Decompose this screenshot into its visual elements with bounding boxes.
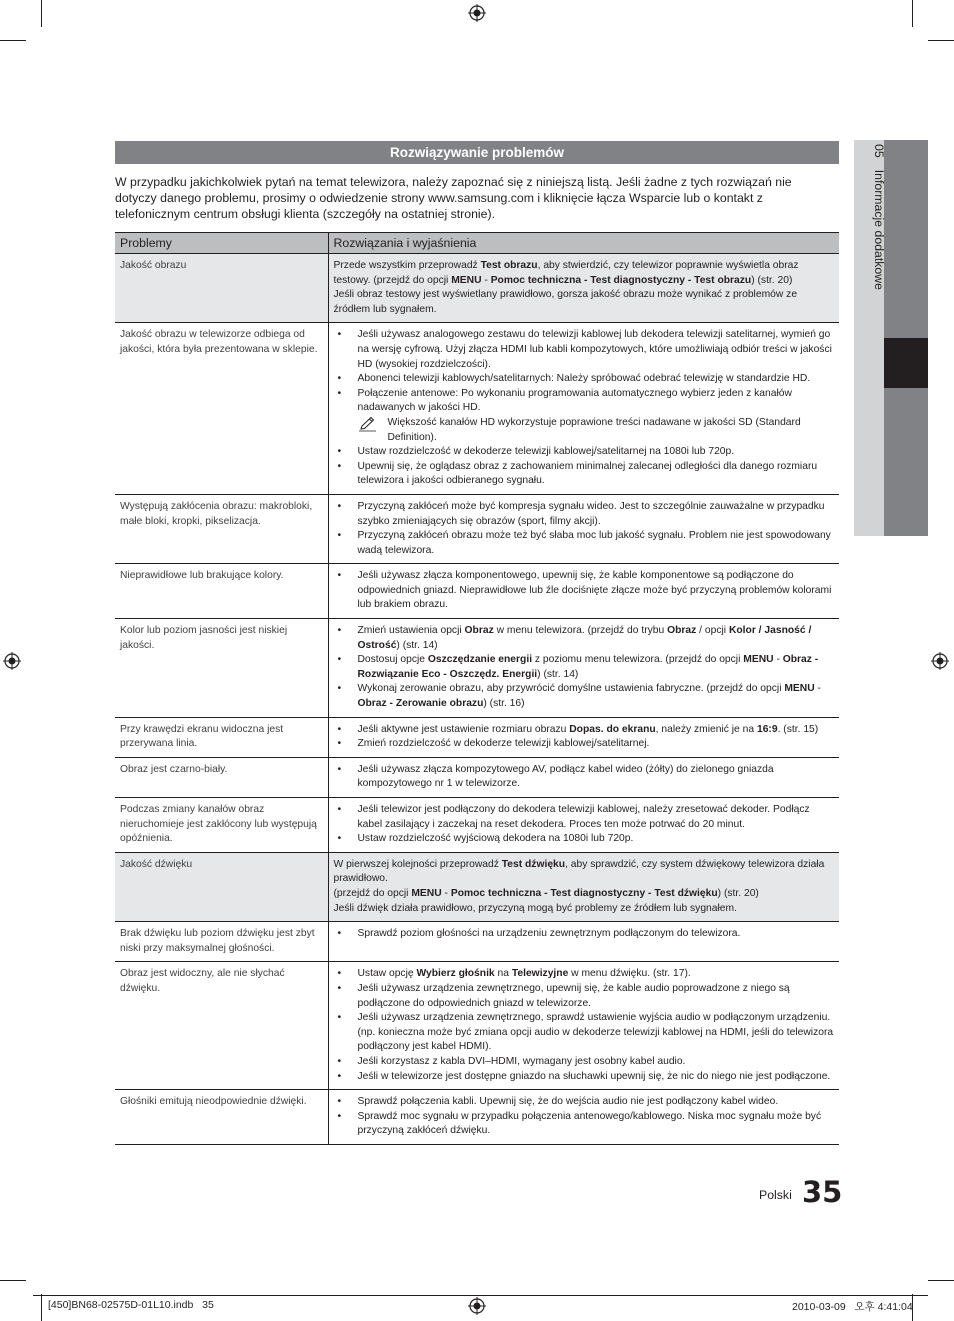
text-run-bold: Obraz - Zerowanie obrazu [357,698,484,710]
text-run-bold: Obraz [667,625,697,637]
text-run: Wykonaj zerowanie obrazu, aby przywrócić domyślne ustawienia fabryczne. (przejdź do opcji [357,683,785,695]
text-run-bold: Obraz - Rozwiązanie Eco - Oszczędz. Energii [357,654,819,680]
crop-mark [41,1294,42,1321]
text-run: - [773,654,783,666]
text-run-bold: Kolor / Jasność / Ostrość [357,625,812,651]
table-row [115,962,839,1090]
list-item: • Jeśli używasz analogowego zestawu do telewizji kablowej lub dekodera telewizji satelitarnej, wymień go na wersję cyfrową. Użyj złącza HDMI lub kabli kompozytowych, które umożliwiają odbiór treści w jakości HD (wysokiej rozdzielczości). [334,328,835,372]
text-run: Jeśli aktywne jest ustawienie rozmiaru obrazu [357,723,570,735]
text-run-bold: Pomoc techniczna - Test diagnostyczny - Test obrazu [490,274,752,286]
list-item: • Sprawdź moc sygnału w przypadku połączenia antenowego/kablowego. Niska moc sygnału może być przyczyną zakłóceń dźwięku. [334,1110,835,1139]
print-file-info: [450]BN68-02575D-01L10.indb 35 [48,1299,214,1311]
text-run-bold: MENU [743,654,774,666]
chapter-side-tab [854,140,928,536]
problem-cell: Obraz jest czarno-biały. [115,757,328,797]
text-run: w menu telewizora. (przejdź do trybu [493,625,668,637]
table-row [115,1090,839,1145]
list-item: • Abonenci telewizji kablowych/satelitarnych: Należy spróbować odebrać telewizję w standardzie HD. [334,372,835,387]
problem-cell: Nieprawidłowe lub brakujące kolory. [115,564,328,619]
table-row [115,922,839,962]
registration-mark-icon [468,1297,486,1315]
table-row [115,717,839,757]
text-run-bold: MENU [451,274,482,286]
text-run: na [494,968,512,980]
solution-list [334,624,835,712]
solution-text: Jeśli dźwięk działa prawidłowo, przyczyną mogą być problemy ze źródłem lub sygnałem. [333,902,737,914]
note [334,416,835,445]
solution-cell [328,717,839,757]
solution-cell [328,494,839,563]
registration-mark-icon [931,652,949,670]
list-item [334,967,835,982]
text-run: Zmień ustawienia opcji [357,625,465,637]
table-row [115,852,839,921]
page-language: Polski [759,1188,792,1202]
list-item: • Zmień rozdzielczość w dekoderze telewizji kablowej/satelitarnej. [334,737,835,752]
table-row [115,619,839,718]
chapter-title: Informacje dodatkowe [872,169,886,290]
text-run-bold: Wybierz głośnik [416,968,495,980]
solution-cell [328,619,839,718]
table-row [115,494,839,563]
text-run: ) (str. 14) [537,668,579,680]
problem-cell: Jakość obrazu w telewizorze odbiega od jakości, która była prezentowana w sklepie. [115,323,328,495]
troubleshooting-table [115,232,839,1145]
text-run: , należy zmienić je na [655,723,757,735]
text-run: ) (str. 20) [751,274,793,286]
solution-cell [328,798,839,853]
list-item: • Jeśli używasz urządzenia zewnętrznego, sprawdź ustawienie wyjścia audio w podłączonym urządzeniu. (np. konieczna może być zmiana opcji audio w dekoderze telewizji kablowej na HDMI, jeśli do telewizora podłączony jest kabel HDMI). [334,1011,835,1055]
intro-paragraph: W przypadku jakichkolwiek pytań na temat telewizora, należy zapoznać się z niniejszą listą. Jeśli żadne z tych rozwiązań nie dotyczy danego problemu, prosimy o odwiedzenie strony www.samsung.com i kliknięcie łącza Wsparcie lub o kontakt z telefonicznym centrum obsługi klienta (szczegóły na ostatniej stronie). [115,175,792,221]
text-run-bold: Pomoc techniczna - Test diagnostyczny - Test dźwięku [450,887,718,899]
text-run: ) (str. 20) [717,887,759,899]
chapter-label [872,144,886,290]
text-run-bold: Dopas. do ekranu [569,723,656,735]
list-item: • Przyczyną zakłóceń może być kompresja sygnału wideo. Jest to szczególnie zauważalne w przypadku szybko zmieniających się obrazów (sport, filmy akcji). [334,500,835,529]
text-run-bold: MENU [784,683,815,695]
problem-cell: Kolor lub poziom jasności jest niskiej jakości. [115,619,328,718]
problem-cell: Obraz jest widoczny, ale nie słychać dźwięku. [115,962,328,1090]
text-run: , aby sprawdzić, czy system dźwiękowy telewizora działa prawidłowo. [333,858,825,885]
problem-cell: Występują zakłócenia obrazu: makrobloki, małe bloki, kropki, pikselizacja. [115,494,328,563]
footer-rule [33,1295,928,1296]
solution-list [334,967,835,1084]
list-item: • Jeśli korzystasz z kabla DVI–HDMI, wymagany jest osobny kabel audio. [334,1055,835,1070]
table-row [115,757,839,797]
problem-cell: Podczas zmiany kanałów obraz nieruchomieje jest zakłócony lub występują opóźnienia. [115,798,328,853]
registration-mark-icon [3,652,21,670]
text-run: Dostosuj opcje [357,654,428,666]
text-run-bold: Telewizyjne [511,968,569,980]
solution-cell [328,962,839,1090]
text-run: z poziomu menu telewizora. (przejdź do opcji [532,654,744,666]
table-row [115,798,839,853]
list-item: • Jeśli używasz złącza kompozytowego AV, podłącz kabel wideo (żółty) do zielonego gniazda kompozytowego nr 1 w telewizorze. [334,763,835,792]
solution-cell [328,922,839,962]
table-header-row [115,233,839,254]
list-item [334,723,835,738]
solution-list [334,328,835,416]
problem-cell: Jakość dźwięku [115,852,328,921]
list-item: • Ustaw rozdzielczość wyjściową dekodera na 1080i lub 720p. [334,832,835,847]
solution-list [334,500,835,558]
note-pencil-icon [359,416,377,432]
solution-list [334,763,835,792]
list-item: • Połączenie antenowe: Po wykonaniu programowania automatycznego wybierz jeden z kanałów nadawanych w jakości HD. [334,387,835,416]
solution-cell [328,254,839,323]
list-item [334,624,835,653]
column-header-solutions: Rozwiązania i wyjaśnienia [328,233,839,254]
text-run: ) (str. 14) [396,639,438,651]
side-tab-active-block [884,338,928,388]
crop-mark [41,0,42,27]
table-row [115,564,839,619]
text-run: . (str. 15) [777,723,819,735]
registration-mark-icon [468,4,486,22]
text-run: ) (str. 16) [483,698,525,710]
solution-list [334,1095,835,1139]
solution-cell [328,564,839,619]
solution-list [334,569,835,613]
print-timestamp: 2010-03-09 오후 4:41:04 [792,1301,913,1313]
crop-mark [0,40,26,41]
list-item [334,682,835,711]
crop-mark [928,1280,954,1281]
list-item: • Jeśli w telewizorze jest dostępne gniazdo na słuchawki upewnij się, że nic do niego nie jest podłączone. [334,1070,835,1085]
problem-cell: Przy krawędzi ekranu widoczna jest przerywana linia. [115,717,328,757]
text-run: (przejdź do opcji [333,887,412,899]
solution-text [334,858,835,887]
solution-list [334,445,835,489]
text-run: Ustaw opcję [357,968,417,980]
list-item: • Sprawdź połączenia kabli. Upewnij się, że do wejścia audio nie jest podłączony kabel wideo. [334,1095,835,1110]
crop-mark [928,40,954,41]
text-run-bold: Test obrazu [480,260,538,271]
list-item: • Jeśli używasz urządzenia zewnętrznego, upewnij się, że kable audio poprowadzone z niego są podłączone do odpowiednich gniazd w telewizorze. [334,982,835,1011]
problem-cell: Brak dźwięku lub poziom dźwięku jest zbyt niski przy maksymalnej głośności. [115,922,328,962]
solution-list [334,803,835,847]
problem-cell: Głośniki emitują nieodpowiednie dźwięki. [115,1090,328,1145]
text-run: Przede wszystkim przeprowadź [333,260,481,271]
note-text: Większość kanałów HD wykorzystuje poprawione treści nadawane w jakości SD (Standard Definition). [387,416,801,443]
text-run: - [441,887,451,899]
section-title: Rozwiązywanie problemów [115,141,839,164]
side-tab-block [884,140,928,338]
list-item: • Sprawdź poziom głośności na urządzeniu zewnętrznym podłączonym do telewizora. [334,927,835,942]
list-item: • Upewnij się, że oglądasz obraz z zachowaniem minimalnej zalecanej odległości dla danego rozmiaru telewizora i jakości odbieranego sygnału. [334,460,835,489]
problem-cell: Jakość obrazu [115,254,328,323]
text-run: - [481,274,491,286]
list-item: • Jeśli telewizor jest podłączony do dekodera telewizji kablowej, należy zresetować dekoder. Podłącz kabel zasilający i zaczekaj na reset dekodera. Proces ten może potrwać do 20 minut. [334,803,835,832]
solution-list [334,927,835,942]
table-row [115,323,839,495]
solution-cell [328,852,839,921]
solution-text [334,259,835,288]
text-run-bold: Test dźwięku [501,858,566,870]
list-item: • Ustaw rozdzielczość w dekoderze telewizji kablowej/satelitarnej na 1080i lub 720p. [334,445,835,460]
solution-cell [328,1090,839,1145]
list-item: • Przyczyną zakłóceń obrazu może też być słaba moc lub jakość sygnału. Problem nie jest spowodowany wadą telewizora. [334,529,835,558]
solution-cell [328,323,839,495]
side-tab-block [884,388,928,536]
table-row [115,254,839,323]
solution-text [334,887,835,902]
list-item: • Jeśli używasz złącza komponentowego, upewnij się, że kable komponentowe są podłączone do odpowiednich gniazd. Nieprawidłowe lub źle dociśnięte złącze może być przyczyną problemów kolorami lub brakiem obrazu. [334,569,835,613]
solution-text: Jeśli obraz testowy jest wyświetlany prawidłowo, gorsza jakość obrazu może wynikać z problemów ze źródłem lub sygnałem. [333,289,798,315]
list-item [334,653,835,682]
text-run: , aby stwierdzić, czy telewizor poprawnie wyświetla obraz testowy. (przejdź do opcji [333,260,799,286]
text-run: - [814,683,821,695]
crop-mark [0,1280,26,1281]
column-header-problems: Problemy [115,233,328,254]
solution-list [334,723,835,752]
text-run-bold: Oszczędzanie energii [427,654,533,666]
page-number: 35 [802,1175,843,1209]
crop-mark [912,0,913,27]
text-run: W pierwszej kolejności przeprowadź [333,858,502,870]
text-run: w menu dźwięku. (str. 17). [568,968,691,980]
text-run-bold: 16:9 [756,723,778,735]
solution-cell [328,757,839,797]
chapter-number: 05 [872,144,886,158]
text-run-bold: MENU [411,887,442,899]
text-run-bold: Obraz [464,625,494,637]
text-run: / opcji [696,625,729,637]
